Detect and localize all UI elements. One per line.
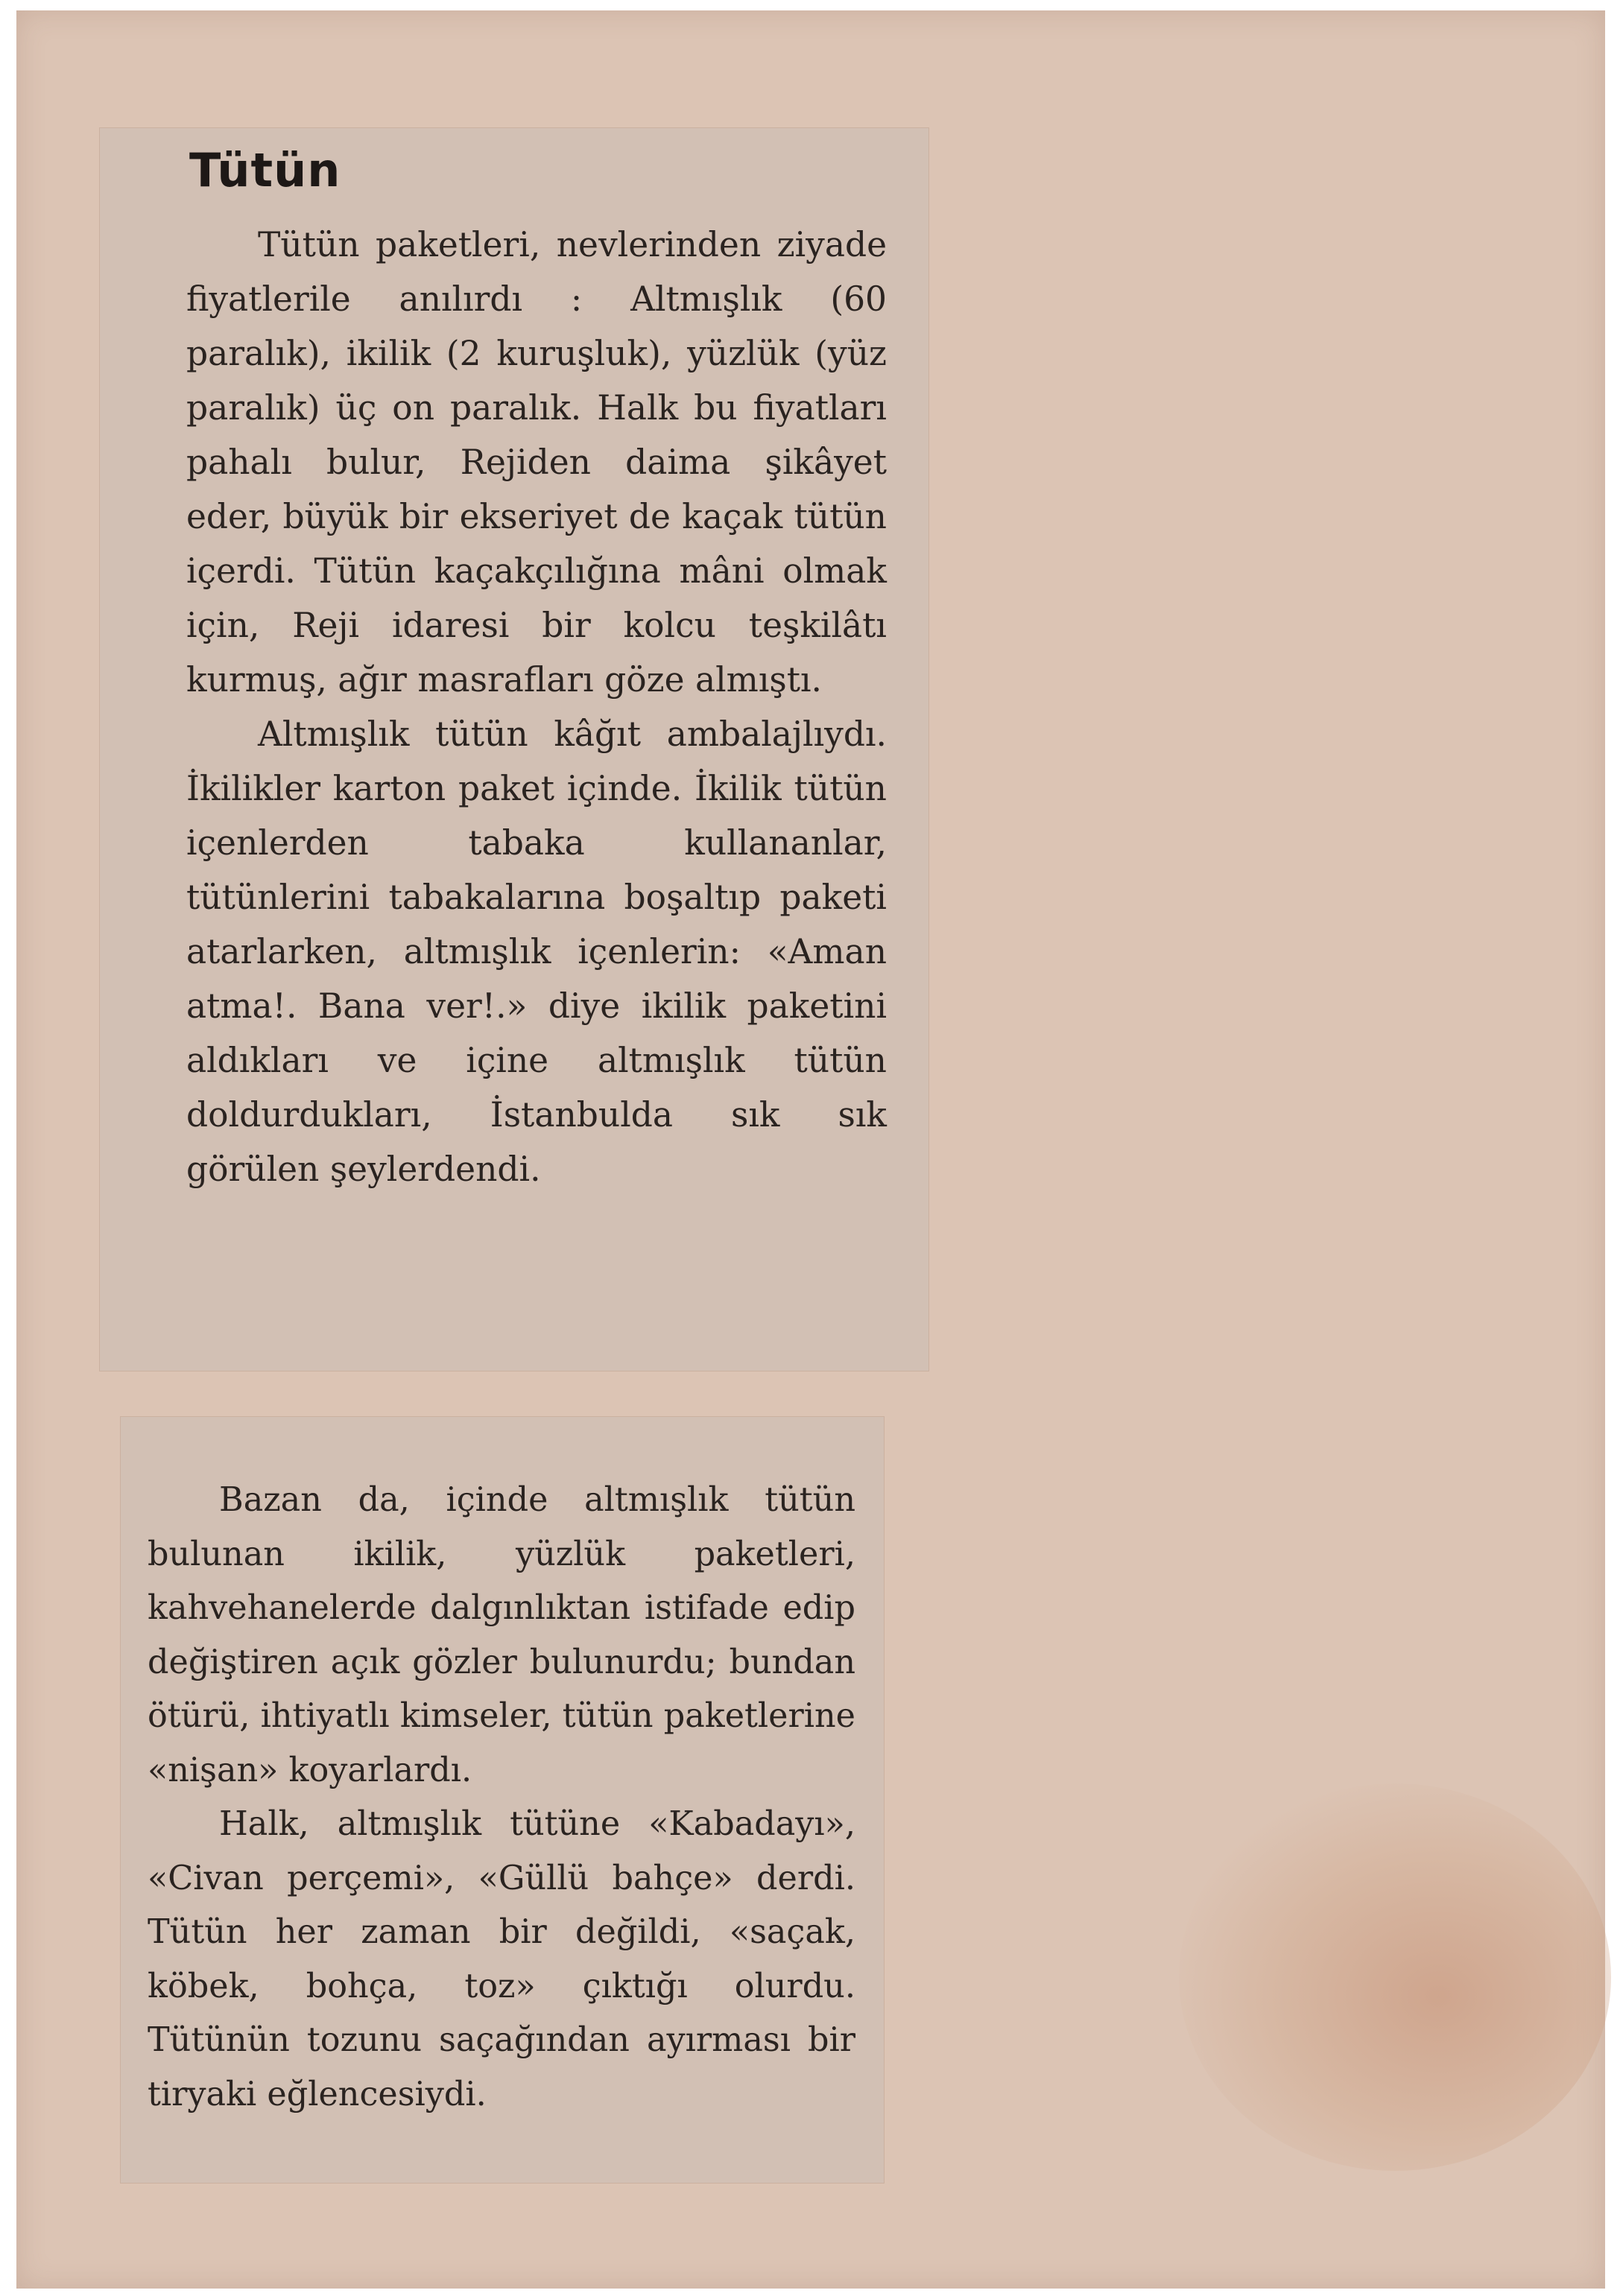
article-title: Tütün	[189, 143, 341, 197]
newspaper-clipping-2	[121, 1417, 884, 2183]
paper-sheet	[16, 10, 1605, 2289]
paragraph-1: Tütün paketleri, nevlerinden ziyade fiyatlerile anılırdı : Altmışlık (60 paralık), ikilik (2 kuruşluk), yüzlük (yüz paralık) üç on paralık. Halk bu fiyatları pahalı bulur, Rejiden daima şikâyet eder, büyük bir ekseriyet de kaçak tütün içerdi. Tütün kaçakçılığına mâni olmak için, Reji idaresi bir kolcu teşkilâtı kurmuş, ağır masrafları göze almıştı.	[186, 225, 887, 700]
newspaper-clipping-1	[100, 128, 928, 1371]
paragraph-4: Halk, altmışlık tütüne «Kabadayı», «Civan perçemi», «Güllü bahçe» derdi. Tütün her zaman bir değildi, «saçak, köbek, bohça, toz» çıktığı olurdu. Tütünün tozunu saçağından ayırması bir tiryaki eğlencesiydi.	[148, 1805, 855, 2113]
paragraph-2: Altmışlık tütün kâğıt ambalajlıydı. İkilikler karton paket içinde. İkilik tütün içenlerden tabaka kullananlar, tütünlerini tabakalarına boşaltıp paketi atarlarken, altmışlık içenlerin: «Aman atma!. Bana ver!.» diye ikilik paketini aldıkları ve içine altmışlık tütün doldurdukları, İstanbulda sık sık görülen şeylerdendi.	[186, 714, 887, 1189]
paragraph-3: Bazan da, içinde altmışlık tütün bulunan ikilik, yüzlük paketleri, kahvehanelerde dalgınlıktan istifade edip değiştiren açık gözler bulunurdu; bundan ötürü, ihtiyatlı kimseler, tütün paketlerine «nişan» koyarlardı.	[148, 1481, 855, 1789]
article-body-1	[186, 218, 887, 1196]
article-body-2	[148, 1474, 855, 2122]
water-stain	[1179, 1783, 1611, 2171]
